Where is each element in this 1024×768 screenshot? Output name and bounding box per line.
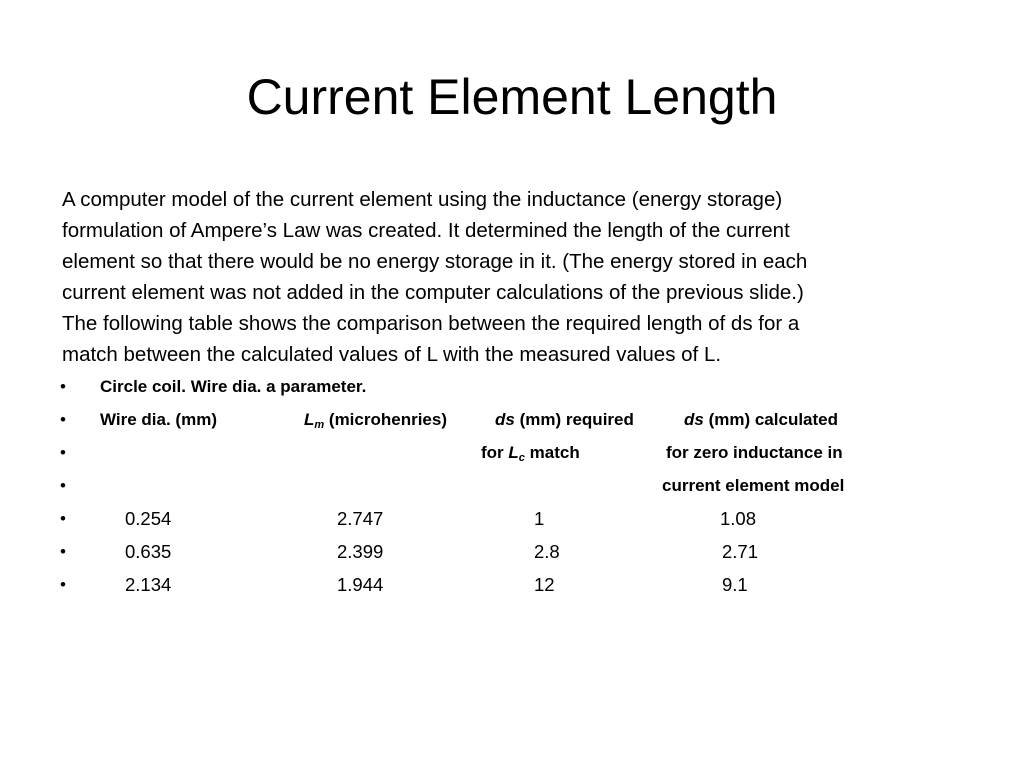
- header-zero-inductance: for zero inductance in: [666, 443, 843, 462]
- intro-line: The following table shows the comparison between the required length of ds for a: [62, 312, 800, 335]
- bullet-dot: •: [60, 575, 66, 594]
- cell-ds-calculated: 9.1: [722, 574, 748, 595]
- intro-line: element so that there would be no energy storage in it. (The energy stored in each: [62, 250, 808, 273]
- intro-line: A computer model of the current element using the inductance (energy storage): [62, 188, 783, 211]
- table-caption: Circle coil. Wire dia. a parameter.: [100, 377, 367, 396]
- cell-ds-required: 2.8: [534, 541, 560, 562]
- bullet-dot: •: [60, 443, 66, 462]
- lm-unit: (microhenries): [328, 410, 447, 429]
- cell-ds-calculated: 1.08: [720, 508, 757, 529]
- header-lm: [304, 409, 447, 436]
- bullet-list: [0, 372, 1024, 603]
- bullet-dot: •: [60, 509, 66, 528]
- slide-title: Current Element Length: [246, 69, 778, 125]
- intro-line: current element was not added in the computer calculations of the previous slide.): [62, 281, 804, 304]
- cell-lm: 2.399: [337, 541, 384, 562]
- intro-line: formulation of Ampere’s Law was created. It determined the length of the current: [62, 219, 790, 242]
- cell-lm: 1.944: [337, 574, 384, 595]
- lm-symbol: L: [304, 410, 315, 429]
- table-row: [0, 504, 1024, 537]
- bullet-row-header-cont: [0, 438, 1024, 471]
- cell-ds-required: 1: [534, 508, 545, 529]
- lc-symbol: L: [508, 443, 519, 462]
- cell-ds-calculated: 2.71: [722, 541, 759, 562]
- header-model-text: current element model: [662, 476, 845, 495]
- bullet-dot: •: [60, 377, 66, 396]
- cell-wire-dia: 0.254: [125, 508, 172, 529]
- header-lc-match: [481, 442, 580, 469]
- ds-required-text: (mm) required: [519, 410, 634, 429]
- intro-line: match between the calculated values of L with the measured values of L.: [62, 343, 722, 366]
- header-ds-required: [495, 409, 634, 431]
- cell-lm: 2.747: [337, 508, 384, 529]
- header-ds-calculated: [684, 409, 838, 431]
- table-row: [0, 537, 1024, 570]
- bullet-dot: •: [60, 410, 66, 429]
- bullet-dot: •: [60, 542, 66, 561]
- cell-wire-dia: 2.134: [125, 574, 172, 595]
- bullet-row-subtitle: [0, 372, 1024, 405]
- ds-symbol: ds: [684, 410, 704, 429]
- cell-wire-dia: 0.635: [125, 541, 172, 562]
- header-wire-dia: Wire dia. (mm): [100, 410, 217, 429]
- ds-calculated-text: (mm) calculated: [708, 410, 839, 429]
- match-text: match: [529, 443, 580, 462]
- ds-symbol: ds: [495, 410, 515, 429]
- cell-ds-required: 12: [534, 574, 555, 595]
- bullet-row-header-cont2: [0, 471, 1024, 504]
- bullet-dot: •: [60, 476, 66, 495]
- intro-paragraph: [62, 184, 942, 370]
- lm-subscript: m: [314, 419, 325, 431]
- for-text: for: [481, 443, 504, 462]
- table-row: [0, 570, 1024, 603]
- bullet-row-header: [0, 405, 1024, 438]
- lc-subscript: c: [518, 452, 525, 464]
